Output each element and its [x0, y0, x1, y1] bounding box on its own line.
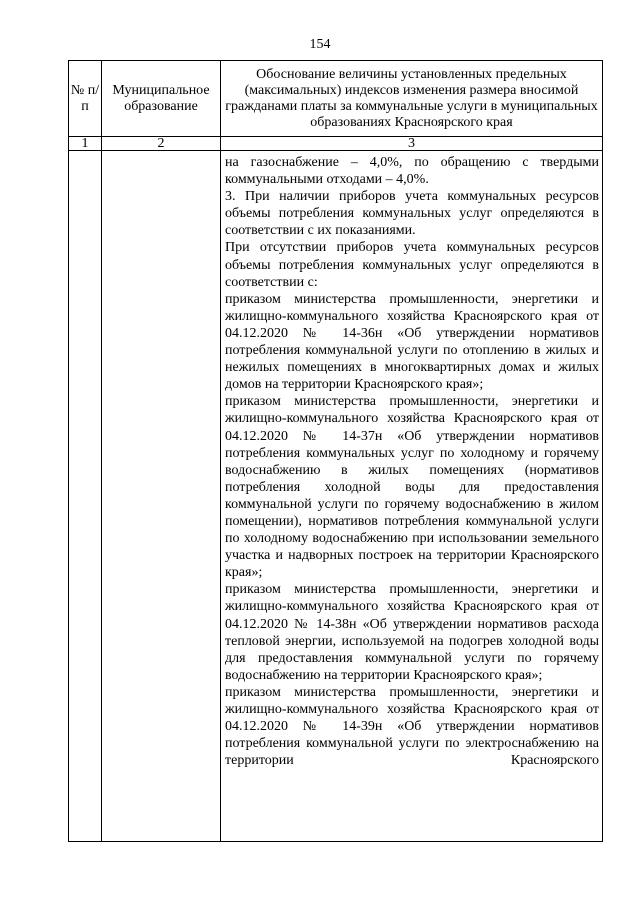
- header-number: № п/п: [69, 61, 102, 137]
- paragraph: приказом министерства промышленности, энергетики и жилищно-коммунального хозяйства Красноярского края от 04.12.2020 № 14-37н «Об утверждении нормативов потребления коммунальных услуг по холодному и горячему водоснабжению в жилых помещениях (нормативов потребления холодной воды для предоставления коммунальной услуги по горячему водоснабжению в жилом помещении), нормативов потребления коммунальной услуги по холодному водоснабжению при использовании земельного участка и надворных построек на территории Красноярского края»;: [225, 394, 599, 581]
- justification-table: [68, 60, 603, 842]
- paragraph: приказом министерства промышленности, энергетики и жилищно-коммунального хозяйства Красноярского края от 04.12.2020 № 14-38н «Об утверждении нормативов расхода тепловой энергии, используемой на подогрев холодной воды для предоставления коммунальной услуги по горячему водоснабжению на территории Красноярского края»;: [225, 582, 599, 683]
- justification-text: [221, 151, 602, 769]
- header-municipality: Муниципальное образование: [102, 61, 221, 137]
- page-number: 154: [309, 37, 331, 52]
- header-justification: Обоснование величины установленных предельных (максимальных) индексов изменения размера вносимой гражданами платы за коммунальные услуги в муниципальных образованиях Красноярского края: [221, 61, 603, 137]
- column-index-2: 2: [102, 137, 221, 151]
- paragraph: приказом министерства промышленности, энергетики и жилищно-коммунального хозяйства Красноярского края от 04.12.2020 № 14-39н «Об утверждении нормативов потребления коммунальной услуги по электроснабжению на территории Красноярского: [225, 684, 599, 769]
- paragraph: на газоснабжение – 4,0%, по обращению с твердыми коммунальными отходами – 4,0%.: [225, 155, 599, 188]
- paragraph: приказом министерства промышленности, энергетики и жилищно-коммунального хозяйства Красноярского края от 04.12.2020 № 14-36н «Об утверждении нормативов потребления коммунальной услуги по отоплению в жилых и нежилых помещениях в многоквартирных домах и жилых домов на территории Красноярского края»;: [225, 291, 599, 393]
- paragraph: 3. При наличии приборов учета коммунальных ресурсов объемы потребления коммунальных услуг определяются в соответствии с их показаниями.: [225, 189, 599, 239]
- row-number-cell: [69, 151, 102, 842]
- row-municipality-cell: [102, 151, 221, 842]
- column-index-1: 1: [69, 137, 102, 151]
- row-justification-cell: [221, 151, 603, 842]
- paragraph: При отсутствии приборов учета коммунальных ресурсов объемы потребления коммунальных услуг определяются в соответствии с:: [225, 240, 599, 290]
- column-index-3: 3: [221, 137, 603, 151]
- column-index-row: [69, 137, 603, 151]
- table-header-row: [69, 61, 603, 137]
- table-row: [69, 151, 603, 842]
